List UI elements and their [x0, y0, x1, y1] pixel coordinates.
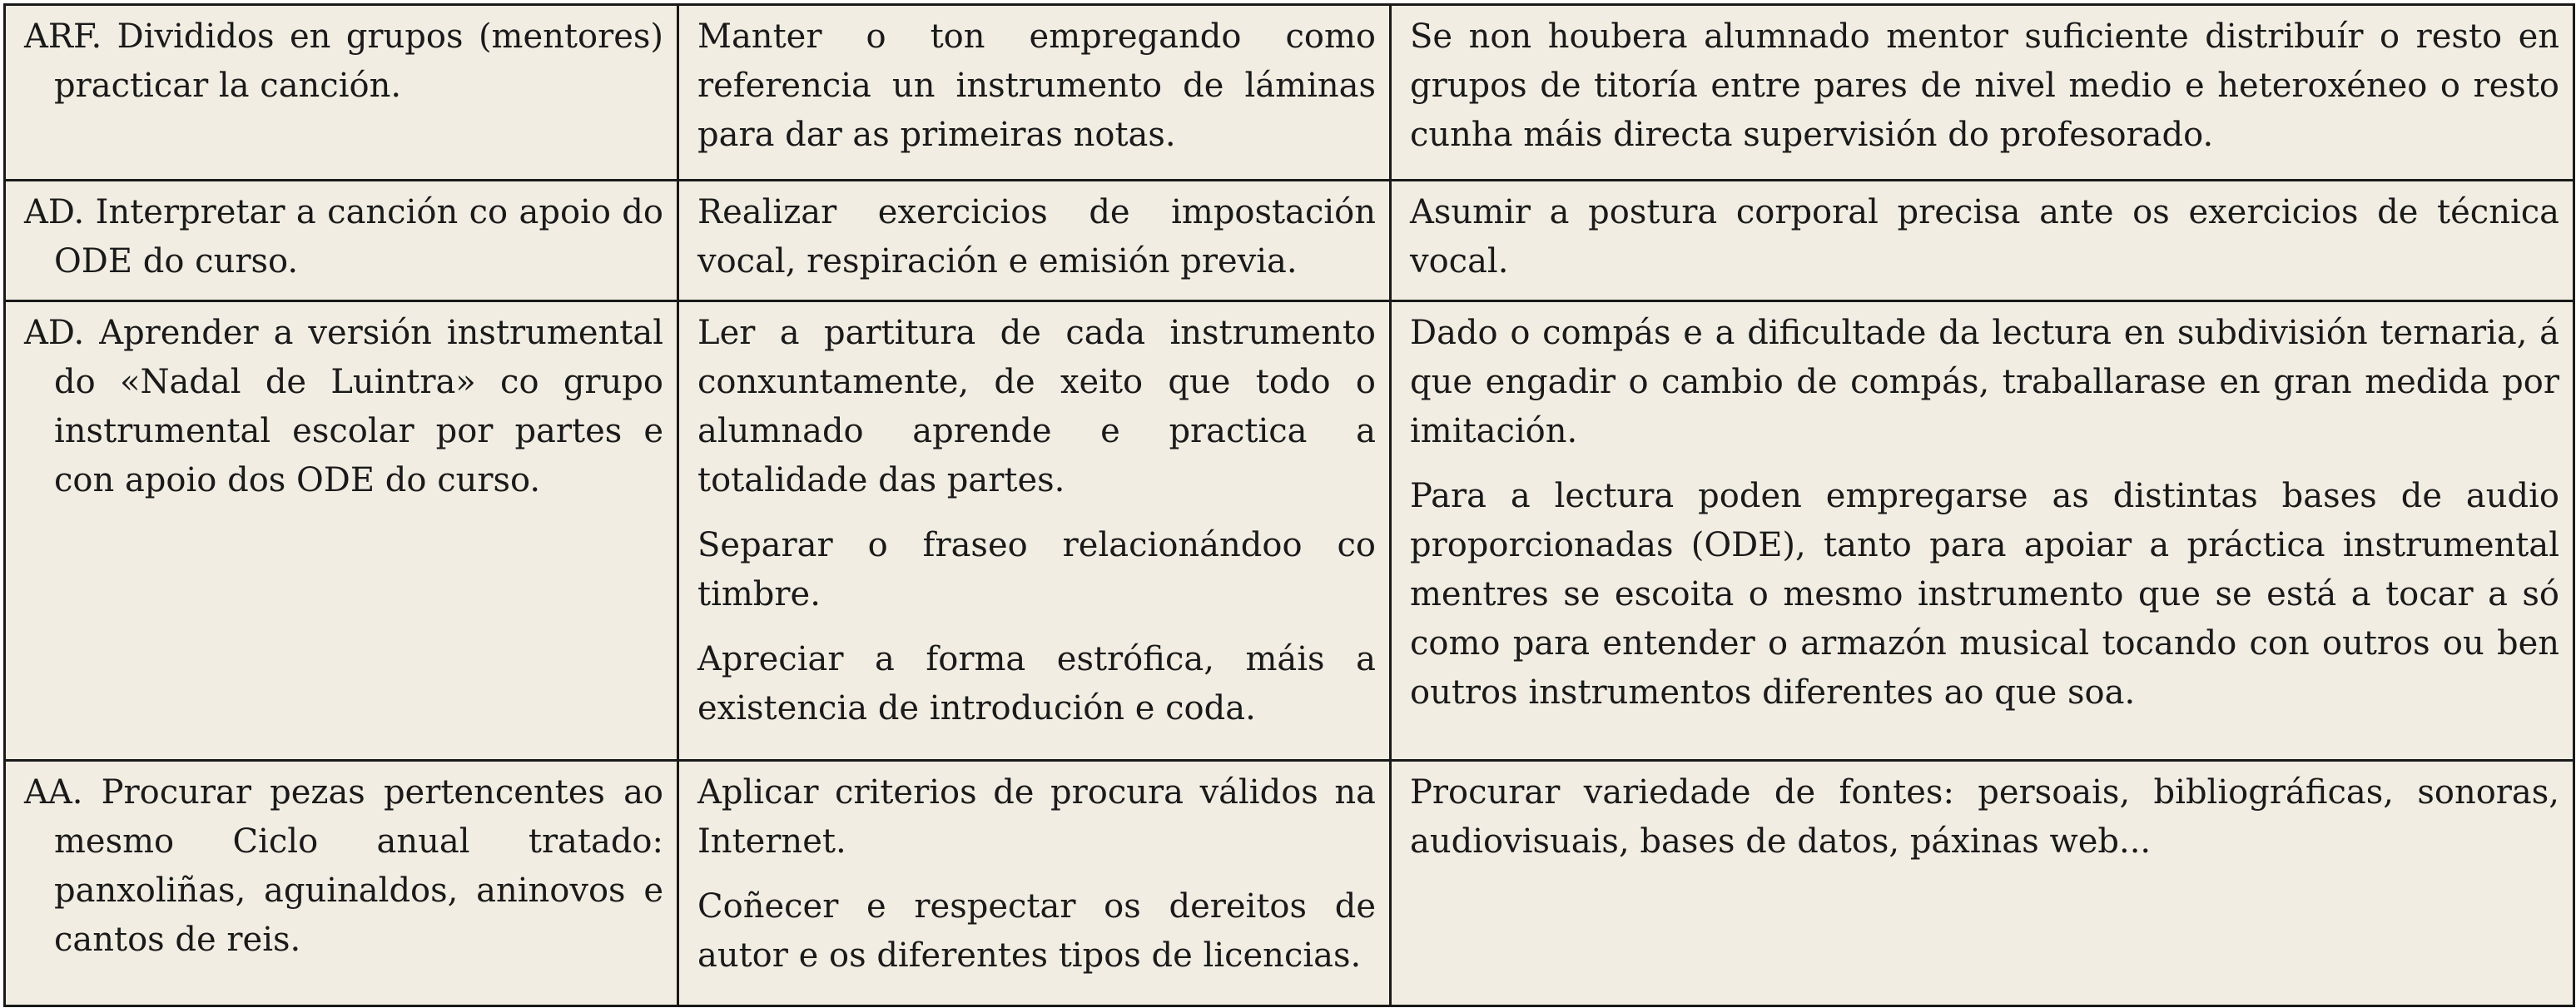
- note-text: Procurar variedade de fontes: persoais, bibliográficas, sonoras, audiovisuais, bases de datos, páxinas web...: [1410, 773, 2559, 861]
- procedure-text: Separar o fraseo relacionándoo co timbre.: [697, 526, 1376, 613]
- activity-cell: [5, 5, 678, 181]
- notes-cell: [1391, 181, 2574, 301]
- procedure-text: Manter o ton empregando como referencia un instrumento de láminas para dar as primeiras notas.: [697, 17, 1376, 154]
- activity-text: AD. Interpretar a canción co apoio do ODE do curso.: [24, 193, 663, 281]
- note-text: Se non houbera alumnado mentor suficiente distribuír o resto en grupos de titoría entre pares de nivel medio e heteroxéneo o resto cunha máis directa supervisión do profesorado.: [1410, 17, 2559, 154]
- procedures-cell: [678, 181, 1391, 301]
- procedure-text: Realizar exercicios de impostación vocal, respiración e emisión previa.: [697, 193, 1376, 281]
- procedure-text: Aplicar criterios de procura válidos na Internet.: [697, 773, 1376, 861]
- procedures-cell: [678, 5, 1391, 181]
- activity-text: AA. Procurar pezas pertencentes ao mesmo Ciclo anual tratado: panxoliñas, aguinaldos, aninovos e cantos de reis.: [24, 773, 663, 959]
- note-text: Asumir a postura corporal precisa ante os exercicios de técnica vocal.: [1410, 193, 2559, 281]
- procedures-cell: [678, 761, 1391, 1006]
- activities-table: [3, 3, 2575, 1007]
- procedure-text: Apreciar a forma estrófica, máis a existencia de introdución e coda.: [697, 640, 1376, 727]
- procedure-text: Coñecer e respectar os dereitos de autor e os diferentes tipos de licencias.: [697, 887, 1376, 975]
- procedure-text: Ler a partitura de cada instrumento conxuntamente, de xeito que todo o alumnado aprende e practica a totalidade das partes.: [697, 314, 1376, 499]
- activity-cell: [5, 181, 678, 301]
- notes-cell: [1391, 761, 2574, 1006]
- activity-text: ARF. Divididos en grupos (mentores) practicar la canción.: [24, 17, 663, 105]
- activity-cell: [5, 301, 678, 761]
- note-text: Dado o compás e a dificultade da lectura en subdivisión ternaria, á que engadir o cambio de compás, traballarase en gran medida por imitación.: [1410, 314, 2559, 450]
- notes-cell: [1391, 301, 2574, 761]
- procedures-cell: [678, 301, 1391, 761]
- table-row: [5, 181, 2574, 301]
- activity-cell: [5, 761, 678, 1006]
- note-text: Para a lectura poden empregarse as distintas bases de audio proporcionadas (ODE), tanto para apoiar a práctica instrumental mentres se escoita o mesmo instrumento que se está a tocar a só como para entender o armazón musical tocando con outros ou ben outros instrumentos diferentes ao que soa.: [1410, 477, 2559, 712]
- notes-cell: [1391, 5, 2574, 181]
- table-row: [5, 5, 2574, 181]
- table-row: [5, 761, 2574, 1006]
- table-row: [5, 301, 2574, 761]
- activity-text: AD. Aprender a versión instrumental do «Nadal de Luintra» co grupo instrumental escolar por partes e con apoio dos ODE do curso.: [24, 314, 663, 499]
